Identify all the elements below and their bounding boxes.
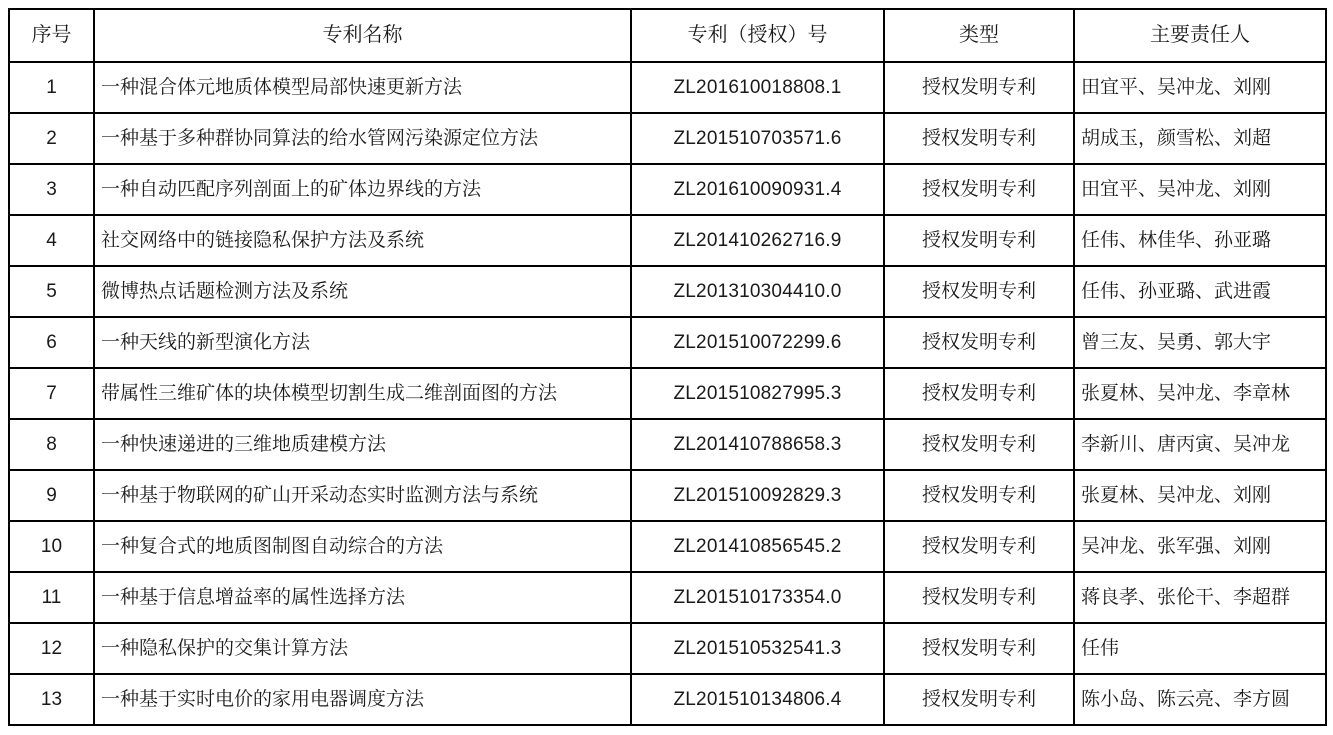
cell-seq: 5 xyxy=(9,266,94,317)
table-row xyxy=(9,623,1326,674)
table-header-row xyxy=(9,9,1326,62)
cell-name: 一种隐私保护的交集计算方法 xyxy=(94,623,631,674)
table-row xyxy=(9,164,1326,215)
header-name: 专利名称 xyxy=(94,9,631,62)
cell-name: 一种快速递进的三维地质建模方法 xyxy=(94,419,631,470)
header-number: 专利（授权）号 xyxy=(631,9,884,62)
cell-seq: 3 xyxy=(9,164,94,215)
cell-name: 微博热点话题检测方法及系统 xyxy=(94,266,631,317)
table-body xyxy=(9,62,1326,725)
cell-owners: 任伟、林佳华、孙亚璐 xyxy=(1074,215,1326,266)
cell-seq: 6 xyxy=(9,317,94,368)
cell-type: 授权发明专利 xyxy=(884,266,1074,317)
table-row xyxy=(9,521,1326,572)
cell-number: ZL201510532541.3 xyxy=(631,623,884,674)
cell-type: 授权发明专利 xyxy=(884,215,1074,266)
cell-name: 一种基于信息增益率的属性选择方法 xyxy=(94,572,631,623)
cell-name: 一种混合体元地质体模型局部快速更新方法 xyxy=(94,62,631,113)
table-row xyxy=(9,470,1326,521)
cell-number: ZL201610090931.4 xyxy=(631,164,884,215)
table-row xyxy=(9,419,1326,470)
cell-owners: 曾三友、吴勇、郭大宇 xyxy=(1074,317,1326,368)
cell-owners: 胡成玉，颜雪松、刘超 xyxy=(1074,113,1326,164)
cell-seq: 4 xyxy=(9,215,94,266)
cell-name: 一种自动匹配序列剖面上的矿体边界线的方法 xyxy=(94,164,631,215)
header-owners: 主要责任人 xyxy=(1074,9,1326,62)
cell-number: ZL201410788658.3 xyxy=(631,419,884,470)
cell-seq: 10 xyxy=(9,521,94,572)
cell-number: ZL201410856545.2 xyxy=(631,521,884,572)
cell-owners: 吴冲龙、张军强、刘刚 xyxy=(1074,521,1326,572)
cell-type: 授权发明专利 xyxy=(884,368,1074,419)
cell-number: ZL201610018808.1 xyxy=(631,62,884,113)
cell-name: 带属性三维矿体的块体模型切割生成二维剖面图的方法 xyxy=(94,368,631,419)
cell-owners: 李新川、唐丙寅、吴冲龙 xyxy=(1074,419,1326,470)
header-type: 类型 xyxy=(884,9,1074,62)
cell-seq: 2 xyxy=(9,113,94,164)
cell-number: ZL201510827995.3 xyxy=(631,368,884,419)
cell-number: ZL201510072299.6 xyxy=(631,317,884,368)
cell-type: 授权发明专利 xyxy=(884,62,1074,113)
cell-name: 一种天线的新型演化方法 xyxy=(94,317,631,368)
cell-owners: 任伟、孙亚璐、武进霞 xyxy=(1074,266,1326,317)
cell-seq: 8 xyxy=(9,419,94,470)
cell-name: 一种复合式的地质图制图自动综合的方法 xyxy=(94,521,631,572)
cell-seq: 12 xyxy=(9,623,94,674)
table-row xyxy=(9,572,1326,623)
cell-type: 授权发明专利 xyxy=(884,113,1074,164)
cell-type: 授权发明专利 xyxy=(884,419,1074,470)
cell-owners: 蒋良孝、张伦干、李超群 xyxy=(1074,572,1326,623)
table-row xyxy=(9,62,1326,113)
cell-owners: 田宜平、吴冲龙、刘刚 xyxy=(1074,62,1326,113)
cell-seq: 7 xyxy=(9,368,94,419)
header-seq: 序号 xyxy=(9,9,94,62)
table-row xyxy=(9,368,1326,419)
cell-type: 授权发明专利 xyxy=(884,623,1074,674)
cell-name: 一种基于多种群协同算法的给水管网污染源定位方法 xyxy=(94,113,631,164)
cell-owners: 田宜平、吴冲龙、刘刚 xyxy=(1074,164,1326,215)
cell-owners: 任伟 xyxy=(1074,623,1326,674)
cell-seq: 1 xyxy=(9,62,94,113)
cell-owners: 陈小岛、陈云亮、李方圆 xyxy=(1074,674,1326,725)
cell-number: ZL201510134806.4 xyxy=(631,674,884,725)
cell-number: ZL201410262716.9 xyxy=(631,215,884,266)
table-row xyxy=(9,266,1326,317)
cell-type: 授权发明专利 xyxy=(884,470,1074,521)
cell-number: ZL201310304410.0 xyxy=(631,266,884,317)
cell-number: ZL201510092829.3 xyxy=(631,470,884,521)
table-row xyxy=(9,674,1326,725)
patent-table xyxy=(8,8,1327,726)
cell-number: ZL201510173354.0 xyxy=(631,572,884,623)
table-row xyxy=(9,113,1326,164)
cell-seq: 9 xyxy=(9,470,94,521)
table-row xyxy=(9,317,1326,368)
table-row xyxy=(9,215,1326,266)
cell-name: 一种基于实时电价的家用电器调度方法 xyxy=(94,674,631,725)
cell-owners: 张夏林、吴冲龙、李章林 xyxy=(1074,368,1326,419)
cell-owners: 张夏林、吴冲龙、刘刚 xyxy=(1074,470,1326,521)
cell-seq: 13 xyxy=(9,674,94,725)
cell-type: 授权发明专利 xyxy=(884,674,1074,725)
cell-type: 授权发明专利 xyxy=(884,317,1074,368)
cell-type: 授权发明专利 xyxy=(884,164,1074,215)
cell-type: 授权发明专利 xyxy=(884,572,1074,623)
cell-number: ZL201510703571.6 xyxy=(631,113,884,164)
cell-name: 一种基于物联网的矿山开采动态实时监测方法与系统 xyxy=(94,470,631,521)
cell-seq: 11 xyxy=(9,572,94,623)
cell-name: 社交网络中的链接隐私保护方法及系统 xyxy=(94,215,631,266)
cell-type: 授权发明专利 xyxy=(884,521,1074,572)
